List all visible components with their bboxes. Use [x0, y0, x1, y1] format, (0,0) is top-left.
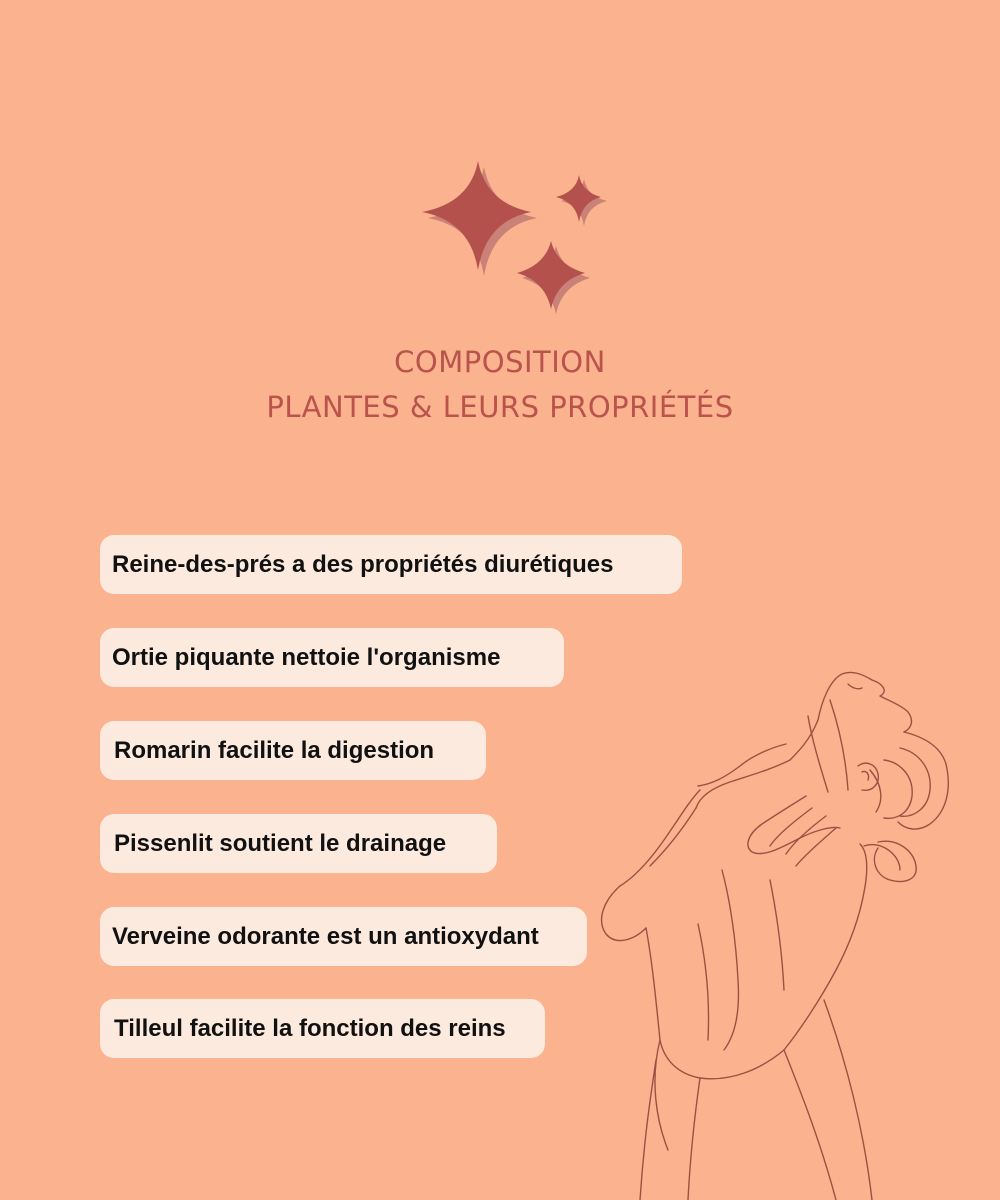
benefit-label: Ortie piquante nettoie l'organisme [112, 643, 501, 671]
benefit-label: Pissenlit soutient le drainage [114, 829, 447, 857]
benefit-pill-pissenlit [100, 814, 497, 873]
benefit-label: Verveine odorante est un antioxydant [112, 922, 539, 950]
sparkles-icon [0, 0, 1000, 340]
benefit-label: Romarin facilite la digestion [114, 736, 435, 764]
woman-line-art-illustration [560, 660, 1000, 1200]
benefit-pill-tilleul [100, 999, 545, 1058]
benefit-label: Tilleul facilite la fonction des reins [114, 1014, 506, 1042]
benefit-label: Reine-des-prés a des propriétés diurétiques [112, 550, 614, 578]
title-plant-properties: PLANTES & LEURS PROPRIÉTÉS [266, 390, 734, 424]
benefit-pill-reine-des-pres [100, 535, 682, 594]
title-composition: COMPOSITION [394, 345, 606, 379]
benefit-pill-romarin [100, 721, 486, 780]
benefit-pill-ortie [100, 628, 564, 687]
benefit-pill-verveine [100, 907, 587, 966]
